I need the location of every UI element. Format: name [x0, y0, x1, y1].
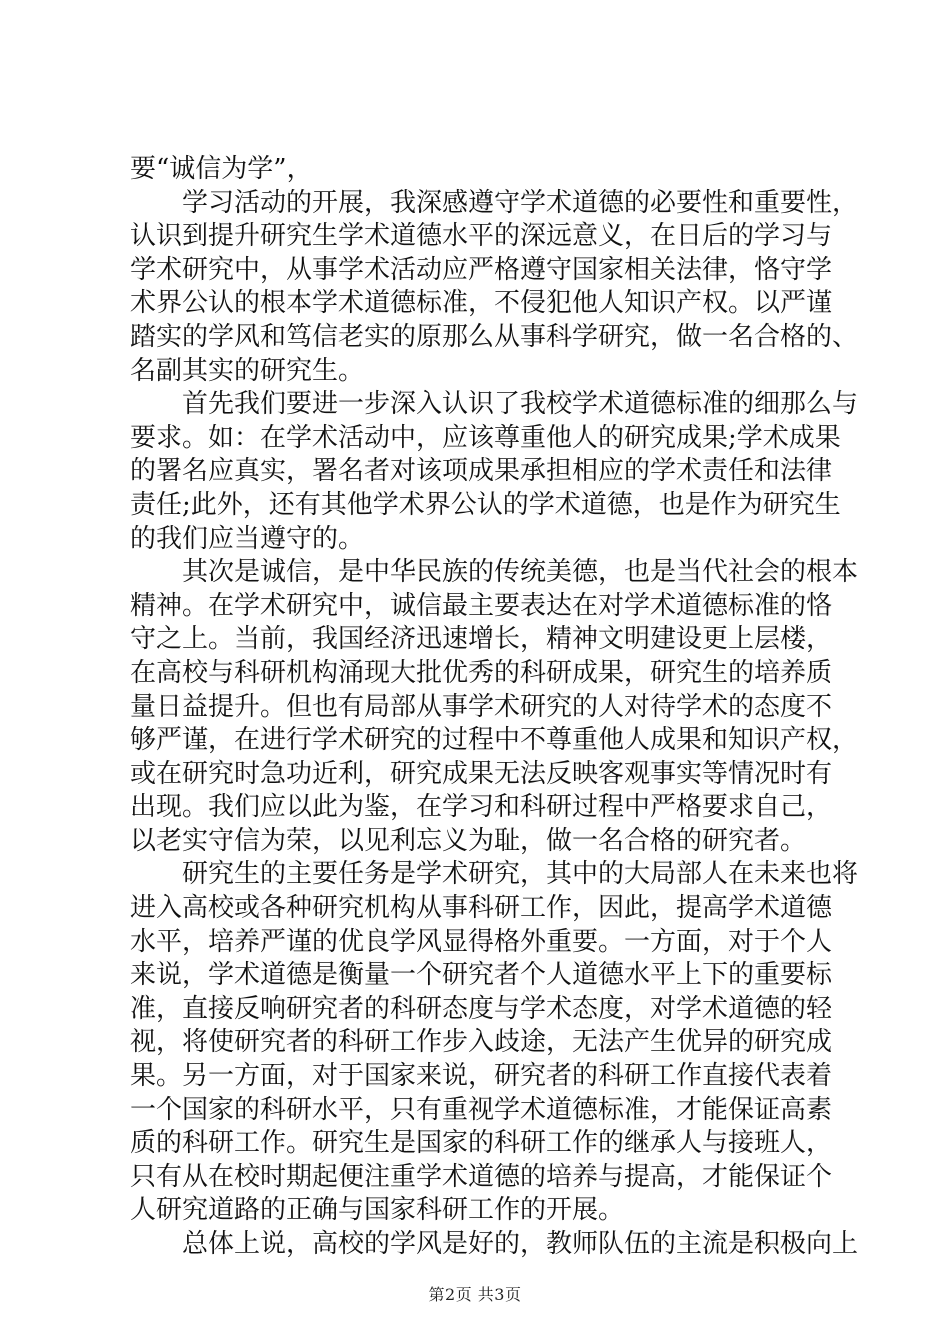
text-line: 出现。我们应以此为鉴，在学习和科研过程中严格要求自己， [130, 792, 833, 823]
text-line: 视，将使研究者的科研工作步入歧途，无法产生优异的研究成 [130, 1027, 833, 1058]
text-line: 术界公认的根本学术道德标准，不侵犯他人知识产权。以严谨 [130, 288, 833, 319]
text-line: 名副其实的研究生。 [130, 355, 365, 386]
page-footer: 第2页 共3页 [428, 1285, 522, 1304]
text-line: 准，直接反响研究者的科研态度与学术态度，对学术道德的轻 [130, 993, 833, 1024]
text-line: 的我们应当遵守的。 [130, 523, 365, 554]
paragraph-start-line: 其次是诚信，是中华民族的传统美德，也是当代社会的根本 [182, 557, 859, 588]
text-line: 精神。在学术研究中，诚信最主要表达在对学术道德标准的恪 [130, 590, 833, 621]
paragraph-start-line: 学习活动的开展，我深感遵守学术道德的必要性和重要性， [182, 187, 859, 218]
text-line: 一个国家的科研水平，只有重视学术道德标准，才能保证高素 [130, 1094, 833, 1125]
text-line: 水平，培养严谨的优良学风显得格外重要。一方面，对于个人 [130, 926, 833, 957]
text-line: 以老实守信为荣，以见利忘义为耻，做一名合格的研究者。 [130, 825, 807, 856]
text-line: 认识到提升研究生学术道德水平的深远意义，在日后的学习与 [130, 221, 833, 252]
paragraph-start-line: 首先我们要进一步深入认识了我校学术道德标准的细那么与 [182, 389, 859, 420]
text-line: 责任;此外，还有其他学术界公认的学术道德，也是作为研究生 [130, 489, 841, 520]
text-line: 守之上。当前，我国经济迅速增长，精神文明建设更上层楼， [130, 624, 833, 655]
text-line: 量日益提升。但也有局部从事学术研究的人对待学术的态度不 [130, 691, 833, 722]
paragraph-start-line: 研究生的主要任务是学术研究，其中的大局部人在未来也将 [182, 859, 859, 890]
text-line: 或在研究时急功近利，研究成果无法反映客观事实等情况时有 [130, 758, 833, 789]
text-line: 要“诚信为学”， [130, 154, 313, 184]
document-body [130, 153, 859, 1262]
text-line: 果。另一方面，对于国家来说，研究者的科研工作直接代表着 [130, 1061, 833, 1092]
text-line: 在高校与科研机构涌现大批优秀的科研成果，研究生的培养质 [130, 657, 833, 688]
text-line: 学术研究中，从事学术活动应严格遵守国家相关法律，恪守学 [130, 254, 833, 285]
text-line: 要求。如：在学术活动中，应该尊重他人的研究成果;学术成果 [130, 422, 841, 453]
text-line: 够严谨，在进行学术研究的过程中不尊重他人成果和知识产权， [130, 725, 859, 756]
paragraph-start-line: 总体上说，高校的学风是好的，教师队伍的主流是积极向上 [182, 1229, 859, 1259]
text-line: 踏实的学风和笃信老实的原那么从事科学研究，做一名合格的、 [130, 321, 859, 352]
text-line: 来说，学术道德是衡量一个研究者个人道德水平上下的重要标 [130, 960, 833, 991]
text-line: 只有从在校时期起便注重学术道德的培养与提高，才能保证个 [130, 1161, 833, 1192]
text-line: 质的科研工作。研究生是国家的科研工作的继承人与接班人， [130, 1128, 833, 1159]
text-line: 的署名应真实，署名者对该项成果承担相应的学术责任和法律 [130, 456, 833, 487]
text-line: 人研究道路的正确与国家科研工作的开展。 [130, 1195, 625, 1226]
text-line: 进入高校或各种研究机构从事科研工作，因此，提高学术道德 [130, 893, 833, 924]
